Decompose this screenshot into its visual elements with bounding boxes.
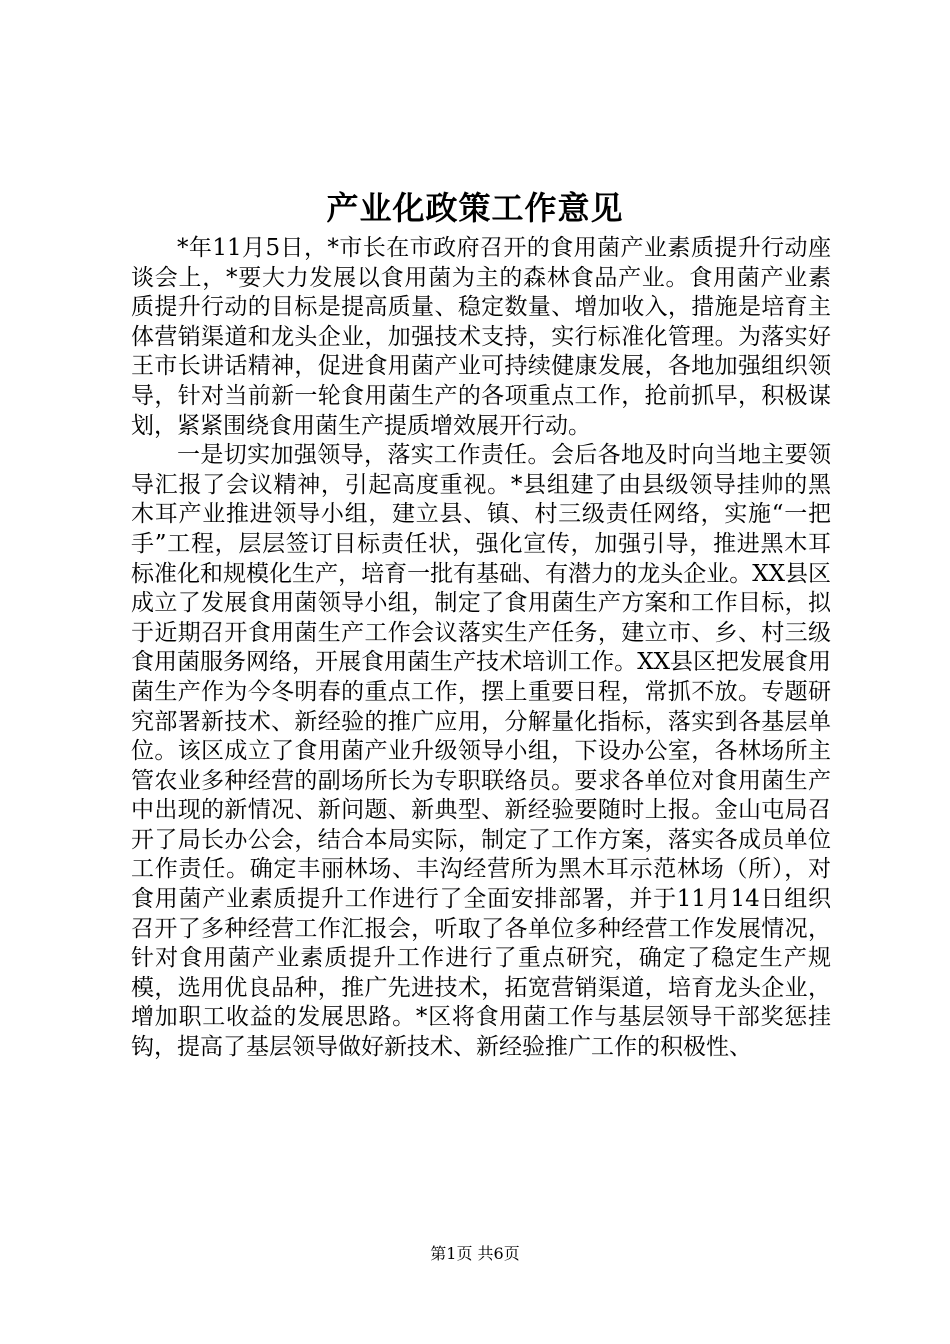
paragraph: 一是切实加强领导，落实工作责任。会后各地及时向当地主要领导汇报了会议精神，引起高度重视。*县组建了由县级领导挂帅的黑木耳产业推进领导小组，建立县、镇、村三级责任网络，实施“一把手”工程，层层签订目标责任状，强化宣传，加强引导，推进黑木耳标准化和规模化生产，培育一批有基础、有潜力的龙头企业。XX县区成立了发展食用菌领导小组，制定了食用菌生产方案和工作目标，拟于近期召开食用菌生产工作会议落实生产任务，建立市、乡、村三级食用菌服务网络，开展食用菌生产技术培训工作。XX县区把发展食用菌生产作为今冬明春的重点工作，摆上重要日程，常抓不放。专题研究部署新技术、新经验的推广应用，分解量化指标，落实到各基层单位。该区成立了食用菌产业升级领导小组，下设办公室，各林场所主管农业多种经营的副场所长为专职联络员。要求各单位对食用菌生产中出现的新情况、新问题、新典型、新经验要随时上报。金山屯局召开了局长办公会，结合本局实际，制定了工作方案，落实各成员单位工作责任。确定丰丽林场、丰沟经营所为黑木耳示范林场（所），对食用菌产业素质提升工作进行了全面安排部署，并于11月14日组织召开了多种经营工作汇报会，听取了各单位多种经营工作发展情况，针对食用菌产业素质提升工作进行了重点研究，确定了稳定生产规模，选用优良品种，推广先进技术，拓宽营销渠道，培育龙头企业，增加职工收益的发展思路。*区将食用菌工作与基层领导干部奖惩挂钩，提高了基层领导做好新技术、新经验推广工作的积极性、 bbox=[131, 442, 831, 1061]
document-title: 产业化政策工作意见 bbox=[326, 189, 624, 227]
paragraph: *年11月5日，*市长在市政府召开的食用菌产业素质提升行动座谈会上，*要大力发展以食用菌为主的森林食品产业。食用菌产业素质提升行动的目标是提高质量、稳定数量、增加收入，措施是培育主体营销渠道和龙头企业，加强技术支持，实行标准化管理。为落实好王市长讲话精神，促进食用菌产业可持续健康发展，各地加强组织领导，针对当前新一轮食用菌生产的各项重点工作，抢前抓早，积极谋划，紧紧围绕食用菌生产提质增效展开行动。 bbox=[131, 235, 831, 439]
document-body bbox=[131, 234, 831, 1063]
page-footer: 第1页 共6页 bbox=[430, 1244, 520, 1263]
